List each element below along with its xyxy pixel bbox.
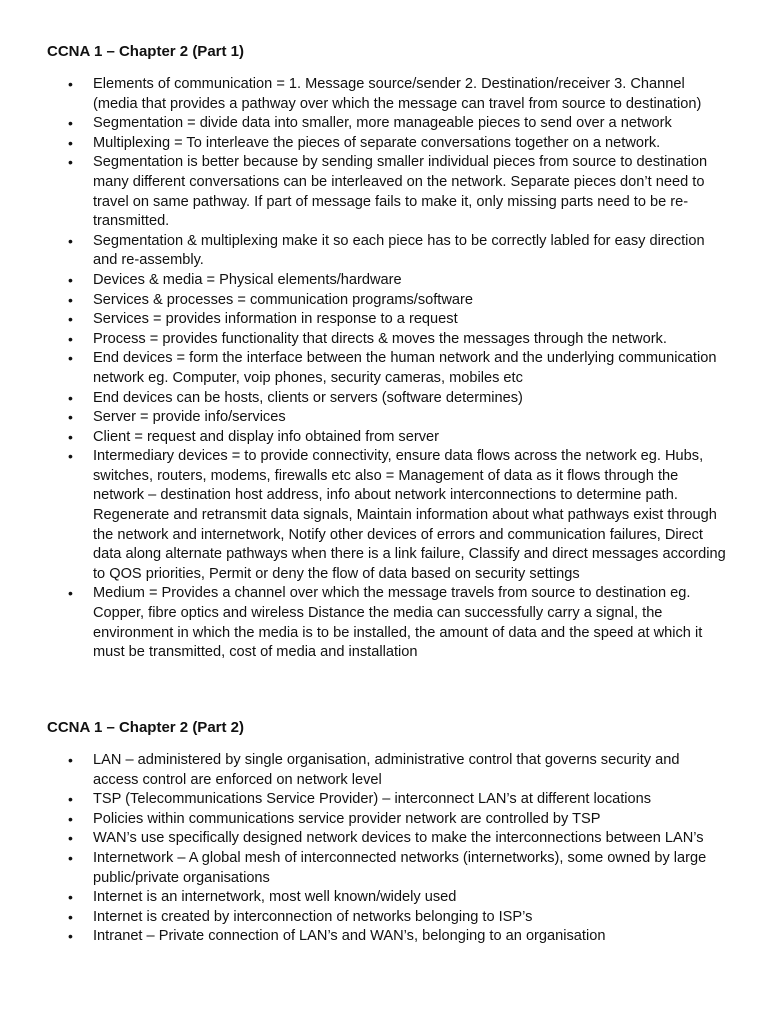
list-item: • Services = provides information in response to a request xyxy=(0,310,768,330)
list-item: • Multiplexing = To interleave the pieces of separate conversations together on a network. xyxy=(0,134,768,154)
list-item: • Segmentation & multiplexing make it so each piece has to be correctly labled for easy direction and re-assembly. xyxy=(0,232,768,271)
list-item: • TSP (Telecommunications Service Provider) – interconnect LAN’s at different locations xyxy=(0,790,768,810)
list-item: • Intranet – Private connection of LAN’s and WAN’s, belonging to an organisation xyxy=(0,927,768,947)
list-item: • Policies within communications service provider network are controlled by TSP xyxy=(0,810,768,830)
list-item: • Elements of communication = 1. Message source/sender 2. Destination/receiver 3. Channel (media that provides a pathway over which the message can travel from source to destination) xyxy=(0,75,768,114)
list-item: • Internet is an internetwork, most well known/widely used xyxy=(0,888,768,908)
list-item: • Intermediary devices = to provide connectivity, ensure data flows across the network eg. Hubs, switches, routers, modems, firewalls etc also = Management of data as it flows through the network – destination host address, info about network interconnections to determine path. Regenerate and retransmit data signals, Maintain information about what pathways exist through the network and internetwork, Notify other devices of errors and communication failures, Direct data along alternate pathways when there is a link failure, Classify and direct messages according to QOS priorities, Permit or deny the flow of data based on security settings xyxy=(0,447,768,584)
list-item: • Internetwork – A global mesh of interconnected networks (internetworks), some owned by large public/private organisations xyxy=(0,849,768,888)
bullet-list-part-2 xyxy=(0,751,768,947)
list-item: • Devices & media = Physical elements/hardware xyxy=(0,271,768,291)
list-item: • LAN – administered by single organisation, administrative control that governs security and access control are enforced on network level xyxy=(0,751,768,790)
list-item: • Services & processes = communication programs/software xyxy=(0,291,768,311)
list-item: • End devices = form the interface between the human network and the underlying communication network eg. Computer, voip phones, security cameras, mobiles etc xyxy=(0,349,768,388)
list-item: • Segmentation is better because by sending smaller individual pieces from source to destination many different conversations can be interleaved on the network. Separate pieces don’t need to travel on same pathway. If part of message fails to make it, only missing parts need to be re-transmitted. xyxy=(0,153,768,231)
section-heading-part-2: CCNA 1 – Chapter 2 (Part 2) xyxy=(47,719,244,736)
list-item: • End devices can be hosts, clients or servers (software determines) xyxy=(0,389,768,409)
list-item: • Client = request and display info obtained from server xyxy=(0,428,768,448)
bullet-list-part-1 xyxy=(0,75,768,663)
section-heading-part-1: CCNA 1 – Chapter 2 (Part 1) xyxy=(47,43,244,60)
list-item: • WAN’s use specifically designed network devices to make the interconnections between LAN’s xyxy=(0,829,768,849)
list-item: • Server = provide info/services xyxy=(0,408,768,428)
list-item: • Internet is created by interconnection of networks belonging to ISP’s xyxy=(0,908,768,928)
list-item: • Process = provides functionality that directs & moves the messages through the network. xyxy=(0,330,768,350)
list-item: • Medium = Provides a channel over which the message travels from source to destination eg. Copper, fibre optics and wireless Distance the media can successfully carry a signal, the environment in which the media is to be installed, the amount of data and the speed at which it must be transmitted, cost of media and installation xyxy=(0,584,768,662)
list-item: • Segmentation = divide data into smaller, more manageable pieces to send over a network xyxy=(0,114,768,134)
